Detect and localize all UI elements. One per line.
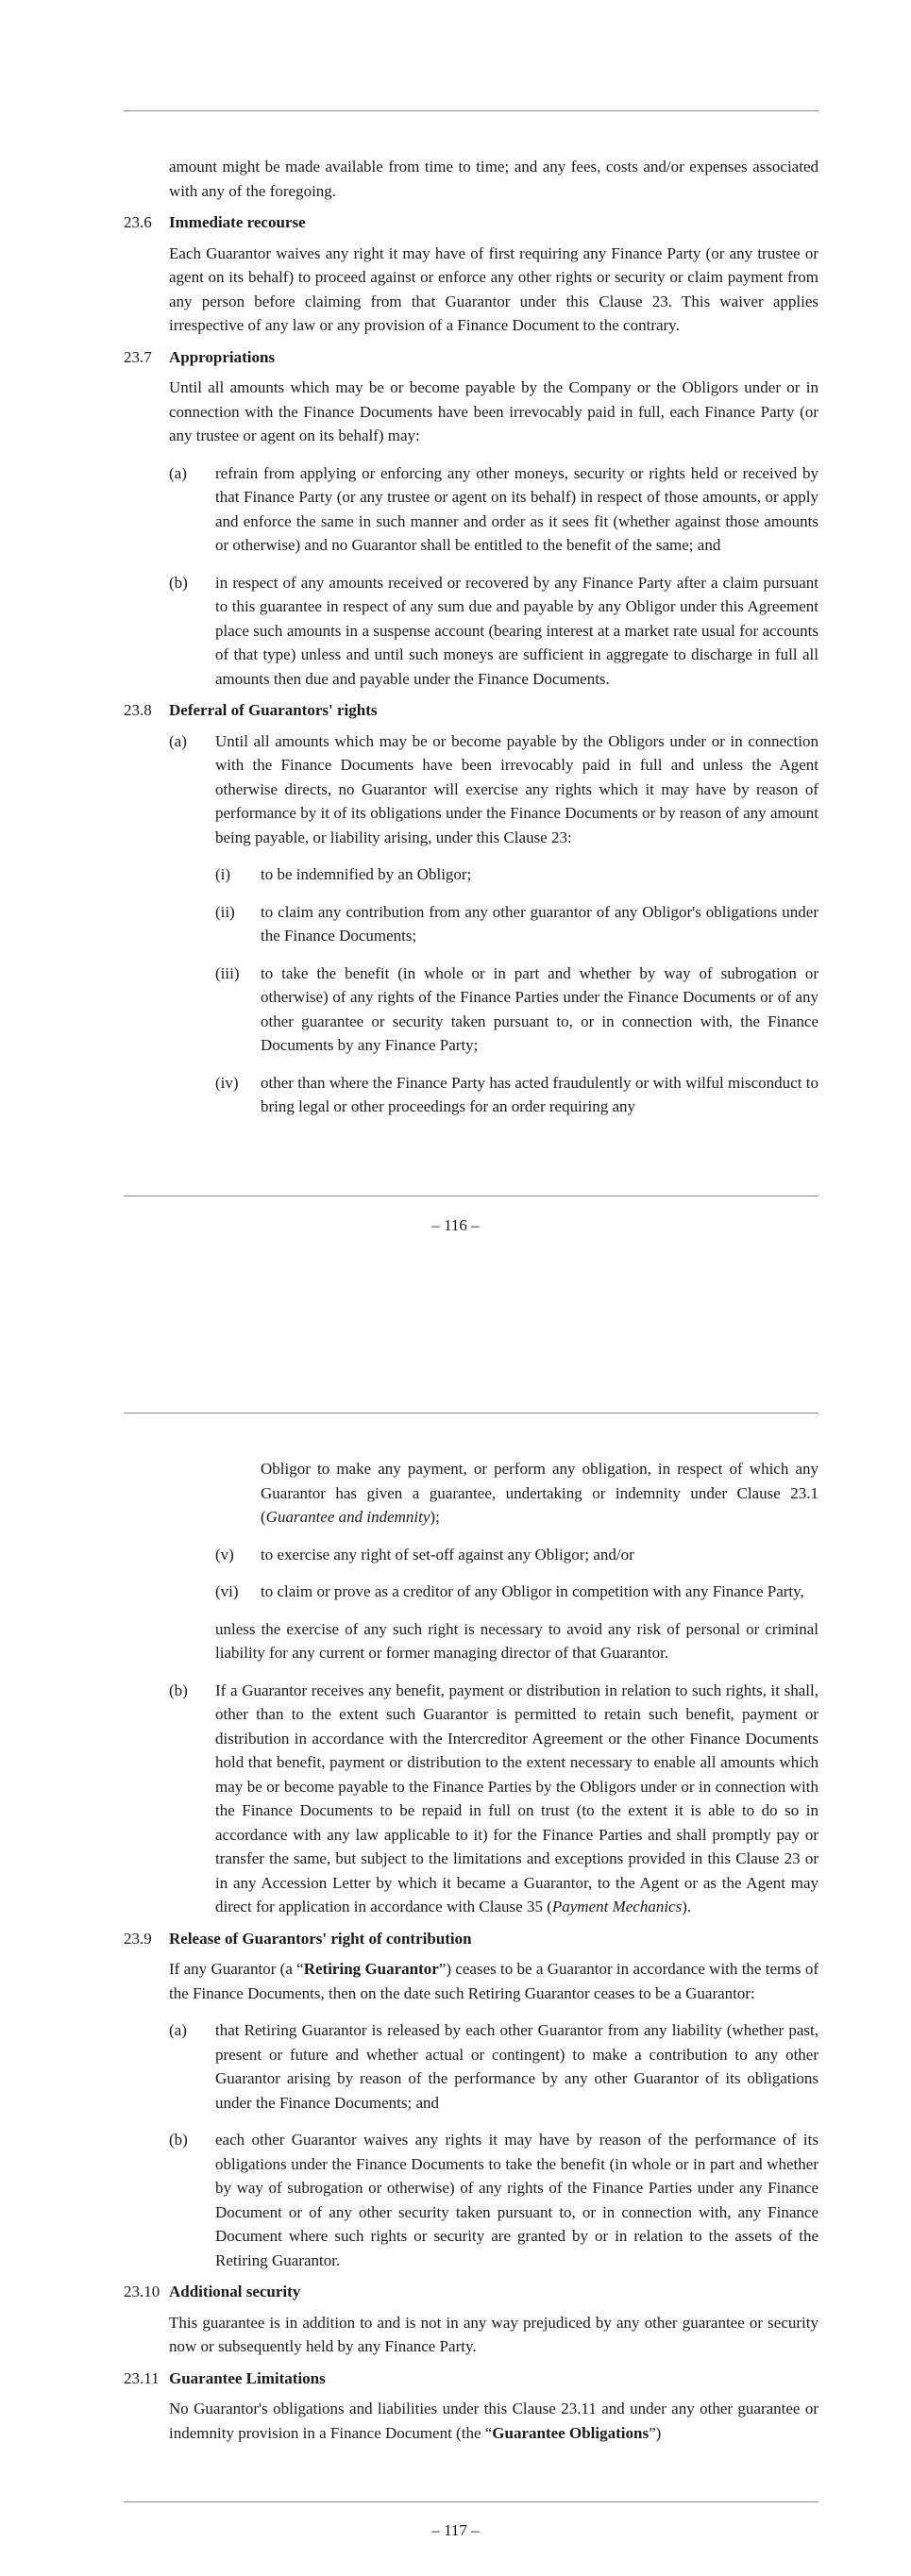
clause-title: Additional security bbox=[169, 2283, 301, 2300]
clause-23-7-intro: Until all amounts which may be or become payable by the Company or the Obligors under or in connection with the Finance Documents have been irrevocably paid in full, each Finance Party (or any trustee or agent on its behalf) may: bbox=[169, 378, 818, 444]
item-label: (b) bbox=[169, 2131, 188, 2149]
intro-text: If any Guarantor (a “ bbox=[169, 1960, 304, 1978]
page-top-rule bbox=[124, 110, 818, 111]
item-text: that Retiring Guarantor is released by each other Guarantor from any liability (whether past, present or future and whether actual or contingent) to make a contribution to any other Guarantor arising by reason of the performance by any other Guarantor of its obligations under the Finance Documents; and bbox=[215, 2021, 818, 2112]
clause-23-10-heading bbox=[124, 2280, 818, 2304]
defined-term: Retiring Guarantor bbox=[303, 1960, 439, 1978]
sub-iv-cont-text: Obligor to make any payment, or perform any obligation, in respect of which any Guarantor has given a guarantee, undertaking or indemnity under Clause 23.1 ( bbox=[261, 1460, 818, 1526]
item-label: (b) bbox=[169, 1681, 188, 1699]
sub-text: to claim any contribution from any other guarantor of any Obligor's obligations under the Finance Documents; bbox=[261, 902, 818, 945]
page-116-content bbox=[124, 155, 818, 1119]
item-text: each other Guarantor waives any rights it may have by reason of the performance of its obligations under the Finance Documents to take the benefit (in whole or in part and whether by way of subrogation or otherwise) of any rights of the Finance Parties under any Finance Document or of any other security taken pursuant to, or in connection with, any Finance Document where such rights or security are granted by or in relation to the assets of the Retiring Guarantor. bbox=[215, 2131, 818, 2269]
item-text: in respect of any amounts received or recovered by any Finance Party after a claim pursuant to this guarantee in respect of any sum due and payable by any Obligor under this Agreement place such amounts in a suspense account (bearing interest at a market rate usual for accounts of that type) unless and until such moneys are sufficient in aggregate to discharge in full all amounts then due and payable under the Finance Documents. bbox=[215, 573, 818, 688]
sub-text: to exercise any right of set-off against any Obligor; and/or bbox=[261, 1545, 634, 1564]
clause-23-8-sub-vi bbox=[215, 1580, 818, 1604]
clause-23-8-heading bbox=[124, 698, 818, 723]
item-label: (a) bbox=[169, 463, 187, 482]
clause-23-6-heading bbox=[124, 210, 818, 235]
page-number: – 116 – bbox=[431, 1216, 480, 1234]
sub-label: (vi) bbox=[215, 1582, 239, 1600]
sub-iv-cont-end: ); bbox=[430, 1508, 440, 1526]
clause-23-8-sub-ii bbox=[215, 900, 818, 948]
sub-text: to take the benefit (in whole or in part and whether by way of subrogation or otherwise) of any rights of the Finance Parties under the Finance Documents or of any other guarantee or security taken pursuant to, or in connection with, the Finance Documents by any Finance Party; bbox=[261, 963, 818, 1054]
clause-23-7-item-a bbox=[169, 461, 818, 558]
body-text-end: ”) bbox=[649, 2423, 662, 2442]
clause-23-8-sub-v bbox=[215, 1543, 818, 1567]
item-label: (a) bbox=[169, 731, 187, 750]
sub-label: (iv) bbox=[215, 1073, 239, 1092]
clause-number: 23.11 bbox=[124, 2368, 160, 2387]
clause-number: 23.8 bbox=[124, 701, 152, 719]
item-text: refrain from applying or enforcing any other moneys, security or rights held or received by that Finance Party (or any trustee or agent on its behalf) in respect of those amounts, or apply and enforce the same in such manner and order as it sees fit (whether against those amounts or otherwise) and no Guarantor shall be entitled to the benefit of the same; and bbox=[215, 463, 818, 554]
unless-clause: unless the exercise of any such right is necessary to avoid any risk of personal or criminal liability for any current or former managing director of that Guarantor. bbox=[215, 1619, 818, 1662]
page-number: – 117 – bbox=[431, 2521, 480, 2539]
sub-label: (i) bbox=[215, 865, 231, 883]
clause-number: 23.7 bbox=[124, 347, 152, 366]
clause-title: Deferral of Guarantors' rights bbox=[169, 701, 378, 719]
clause-23-9-intro bbox=[169, 1957, 818, 2005]
clause-23-11-heading bbox=[124, 2367, 818, 2391]
clause-23-8-sub-iii bbox=[215, 962, 818, 1058]
clause-number: 23.9 bbox=[124, 1929, 152, 1948]
clause-title: Immediate recourse bbox=[169, 213, 306, 231]
item-label: (b) bbox=[169, 573, 188, 592]
sub-iv-continuation bbox=[261, 1457, 818, 1530]
sub-label: (v) bbox=[215, 1545, 234, 1564]
clause-23-7-item-b bbox=[169, 571, 818, 692]
clause-title: Guarantee Limitations bbox=[169, 2368, 326, 2387]
item-text bbox=[215, 1679, 818, 1919]
clause-23-8-item-b bbox=[169, 1679, 818, 1919]
clause-23-8-sub-iv bbox=[215, 1071, 818, 1119]
clause-title: Release of Guarantors' right of contribution bbox=[169, 1929, 472, 1948]
sub-text: other than where the Finance Party has acted fraudulently or with wilful misconduct to bring legal or other proceedings for an order requiring any bbox=[261, 1073, 818, 1115]
item-b-italic: Payment Mechanics bbox=[551, 1898, 683, 1915]
clause-23-6-body: Each Guarantor waives any right it may have of first requiring any Finance Party (or any trustee or agent on its behalf) to proceed against or enforce any other rights or security or claim payment from any person before claiming from that Guarantor under this Clause 23. This waiver applies irrespective of any law or any provision of a Finance Document to the contrary. bbox=[169, 243, 818, 334]
clause-23-8-item-a bbox=[169, 729, 818, 850]
clause-23-9-item-b bbox=[169, 2128, 818, 2272]
sub-label: (ii) bbox=[215, 902, 235, 921]
clause-23-9-heading bbox=[124, 1927, 818, 1951]
clause-title: Appropriations bbox=[169, 347, 276, 366]
intro-text-end: ”) ceases to be a Guarantor in accordance with the terms of the Finance Documents, then on the date such Retiring Guarantor ceases to be a Guarantor: bbox=[169, 1960, 818, 2002]
page-117-content bbox=[124, 1457, 818, 2445]
item-text: Until all amounts which may be or become payable by the Obligors under or in connection with the Finance Documents have been irrevocably paid in full and unless the Agent otherwise directs, no Guarantor will exercise any rights which it may have by reason of performance by it of its obligations under the Finance Documents or by reason of any amount being payable, or liability arising, under this Clause 23: bbox=[215, 731, 818, 846]
body-text: No Guarantor's obligations and liabilities under this Clause 23.11 and under any other guarantee or indemnity provision in a Finance Document (the “ bbox=[169, 2400, 818, 2442]
page-bottom-rule bbox=[124, 2501, 818, 2502]
clause-23-8-sub-i bbox=[215, 862, 818, 887]
item-label: (a) bbox=[169, 2021, 187, 2039]
sub-text: to be indemnified by an Obligor; bbox=[261, 865, 472, 883]
clause-23-10-body: This guarantee is in addition to and is not in any way prejudiced by any other guarantee or security now or subsequently held by any Finance Party. bbox=[169, 2313, 818, 2355]
sub-label: (iii) bbox=[215, 963, 240, 982]
clause-number: 23.10 bbox=[124, 2283, 160, 2300]
clause-23-11-body bbox=[169, 2397, 818, 2445]
defined-term: Guarantee Obligations bbox=[492, 2423, 650, 2442]
sub-iv-cont-italic: Guarantee and indemnity bbox=[265, 1508, 430, 1526]
clause-23-7-heading bbox=[124, 345, 818, 370]
sub-text: to claim or prove as a creditor of any Obligor in competition with any Finance Party, bbox=[261, 1582, 804, 1600]
continuation-text: amount might be made available from time to time; and any fees, costs and/or expenses associated with any of the foregoing. bbox=[169, 158, 818, 200]
item-b-end: ). bbox=[682, 1898, 692, 1915]
clause-number: 23.6 bbox=[124, 213, 152, 231]
clause-23-9-item-a bbox=[169, 2018, 818, 2115]
item-b-text: If a Guarantor receives any benefit, payment or distribution in relation to such rights, it shall, other than to the extent such Guarantor is permitted to retain such benefit, payment or distribution in accordance with the Intercreditor Agreement or the other Finance Documents hold that benefit, payment or distribution to the extent necessary to enable all amounts which may be or become payable to the Finance Parties by the Obligors under or in connection with the Finance Documents to be repaid in full on trust (to the extent it is able to do so in accordance with any law applicable to it) for the Finance Parties and shall promptly pay or transfer the same, but subject to the limitations and exceptions provided in this Clause 23 or in any Accession Letter by which it became a Guarantor, to the Agent or as the Agent may direct for application in accordance with Clause 35 ( bbox=[215, 1681, 818, 1915]
